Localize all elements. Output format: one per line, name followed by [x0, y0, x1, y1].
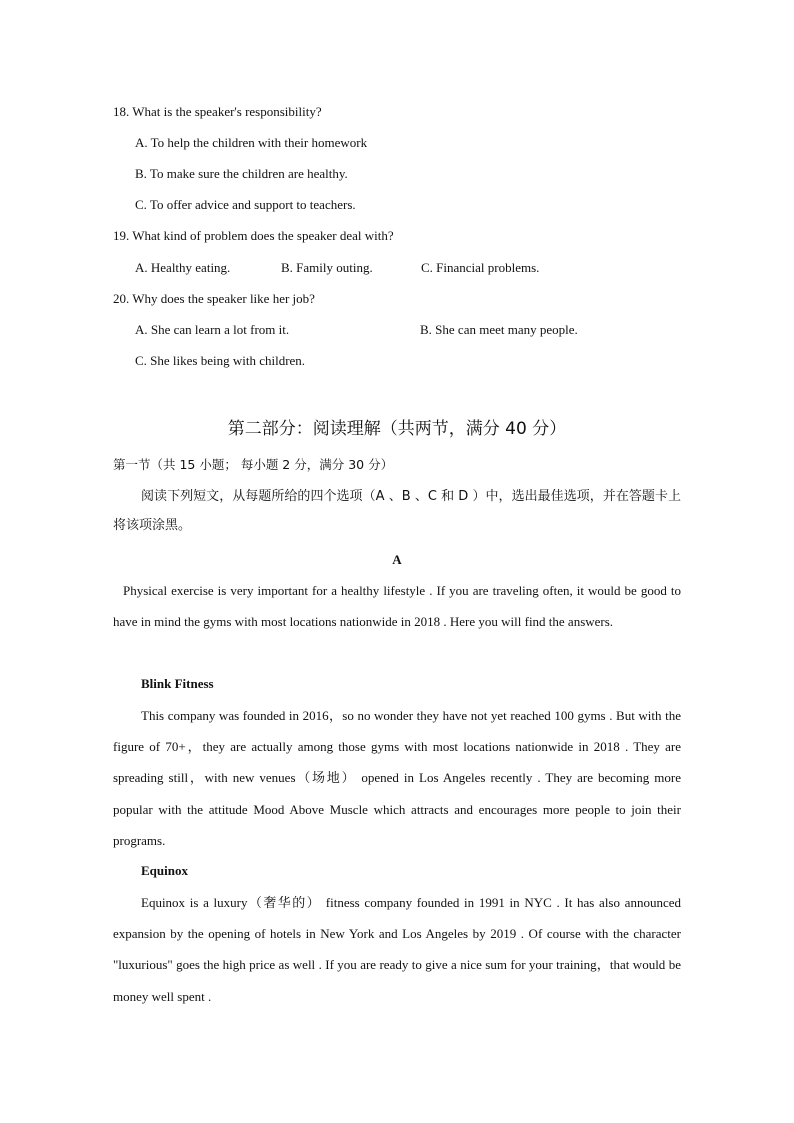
passage-intro: Physical exercise is very important for a healthy lifestyle . If you are traveling often, it would be good to have in mind the gyms with most locations nationwide in 2018 . Here you will find the answers.: [113, 583, 681, 630]
question-18-option-a: A. To help the children with their homework: [135, 135, 368, 150]
gym-2-paragraph: Equinox is a luxury（奢华的） fitness company founded in 1991 in NYC . It has also announced expansion by the opening of hotels in New York and Los Angeles by 2019 . Of course with the character "luxurious" goes the high price as well . If you are ready to give a nice sum for your training，that would be money well spent .: [113, 895, 681, 1004]
question-18-option-c: C. To offer advice and support to teachers.: [135, 197, 356, 212]
gym-1-paragraph: This company was founded in 2016，so no wonder they have not yet reached 100 gyms . But with the figure of 70+，they are actually among those gyms with most locations nationwide in 2018 . They are spreading still，with new venues（场地） opened in Los Angeles recently . They are becoming more popular with the attitude Mood Above Muscle which attracts and encourages more people to join their programs.: [113, 708, 681, 848]
instructions: 阅读下列短文，从每题所给的四个选项（A 、B 、C 和 D ）中，选出最佳选项，并在答题卡上将该项涂黑。: [113, 489, 681, 533]
question-19-option-a: A. Healthy eating.: [135, 260, 231, 275]
section-title: 第一节（共 15 小题； 每小题 2 分，满分 30 分）: [113, 457, 394, 472]
question-19-option-b: B. Family outing.: [281, 260, 373, 275]
question-20-stem: 20. Why does the speaker like her job?: [113, 291, 315, 306]
question-19-stem: 19. What kind of problem does the speaker deal with?: [113, 228, 394, 243]
gym-2-heading: Equinox: [141, 863, 188, 878]
passage-label: A: [392, 552, 402, 567]
question-20-option-c: C. She likes being with children.: [135, 353, 306, 368]
question-18-option-b: B. To make sure the children are healthy.: [135, 166, 348, 181]
part-title: 第二部分：阅读理解（共两节，满分 40 分）: [227, 419, 567, 439]
question-20-option-a: A. She can learn a lot from it.: [135, 322, 290, 337]
gym-1-heading: Blink Fitness: [141, 676, 214, 691]
question-19-option-c: C. Financial problems.: [421, 260, 540, 275]
question-18-stem: 18. What is the speaker's responsibility?: [113, 104, 322, 119]
question-20-option-b: B. She can meet many people.: [420, 322, 578, 337]
